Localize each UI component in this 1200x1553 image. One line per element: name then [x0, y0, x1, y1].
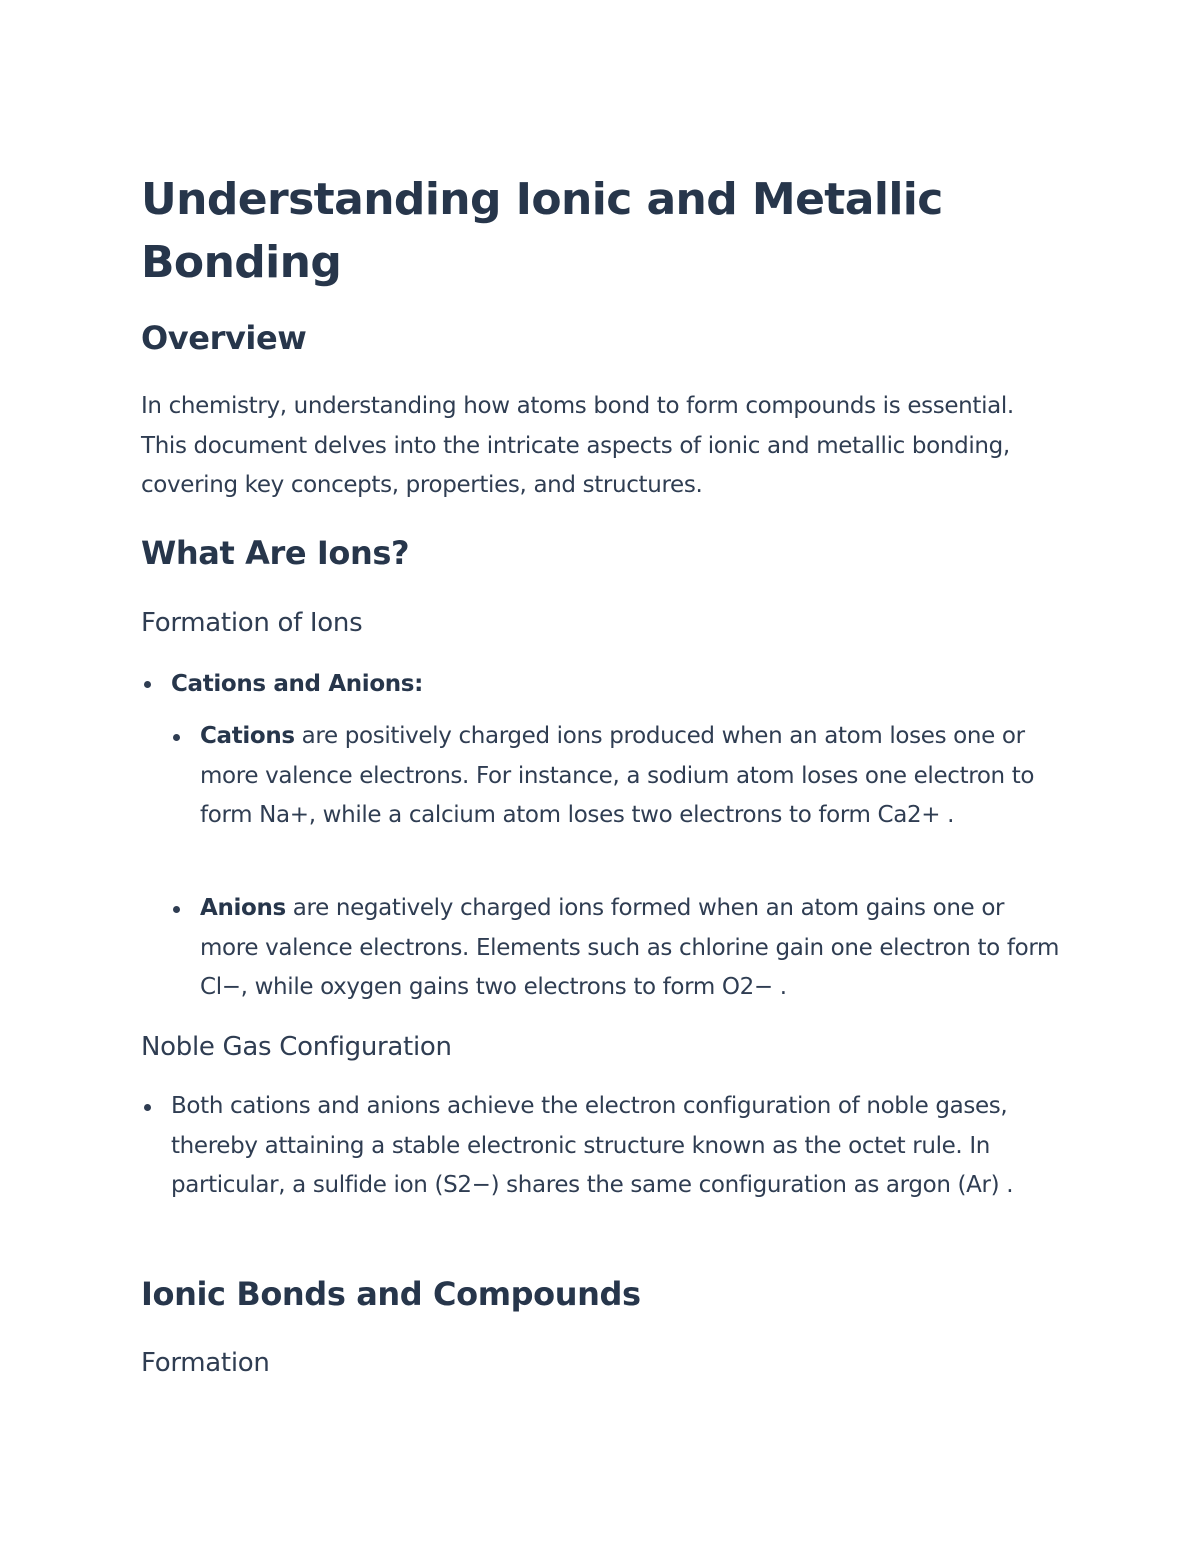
- anions-text: are negatively charged ions formed when an atom gains one or more valence electrons. Elements such as chlorine gain one electron to form Cl−, while oxygen gains two electrons to form O2− .: [200, 895, 1060, 1000]
- ions-heading: What Are Ions?: [141, 534, 410, 572]
- bullet-icon: [144, 1104, 151, 1111]
- cations-item: [200, 717, 1060, 836]
- noble-gas-text: Both cations and anions achieve the electron configuration of noble gases, thereby attaining a stable electronic structure known as the octet rule. In particular, a sulfide ion (S2−) shares the same configuration as argon (Ar) .: [171, 1093, 1014, 1198]
- cations-anions-label: Cations and Anions:: [171, 671, 423, 697]
- formation-heading: Formation: [141, 1348, 270, 1378]
- ionic-bonds-heading: Ionic Bonds and Compounds: [141, 1275, 641, 1313]
- noble-gas-heading: Noble Gas Configuration: [141, 1032, 452, 1062]
- anions-term: Anions: [200, 895, 286, 921]
- cations-text: are positively charged ions produced when an atom loses one or more valence electrons. For instance, a sodium atom loses one electron to form Na+, while a calcium atom loses two electrons to form Ca2+ .: [200, 723, 1035, 828]
- overview-paragraph: In chemistry, understanding how atoms bond to form compounds is essential. This document delves into the intricate aspects of ionic and metallic bonding, covering key concepts, properties, and structures.: [141, 393, 1014, 498]
- bullet-icon: [173, 734, 180, 741]
- formation-of-ions-heading: Formation of Ions: [141, 608, 363, 638]
- bullet-icon: [144, 681, 151, 688]
- anions-item: [200, 889, 1060, 1008]
- document-title: Understanding Ionic and Metallic Bonding: [141, 174, 943, 288]
- cations-term: Cations: [200, 723, 295, 749]
- bullet-icon: [173, 906, 180, 913]
- overview-heading: Overview: [141, 319, 307, 357]
